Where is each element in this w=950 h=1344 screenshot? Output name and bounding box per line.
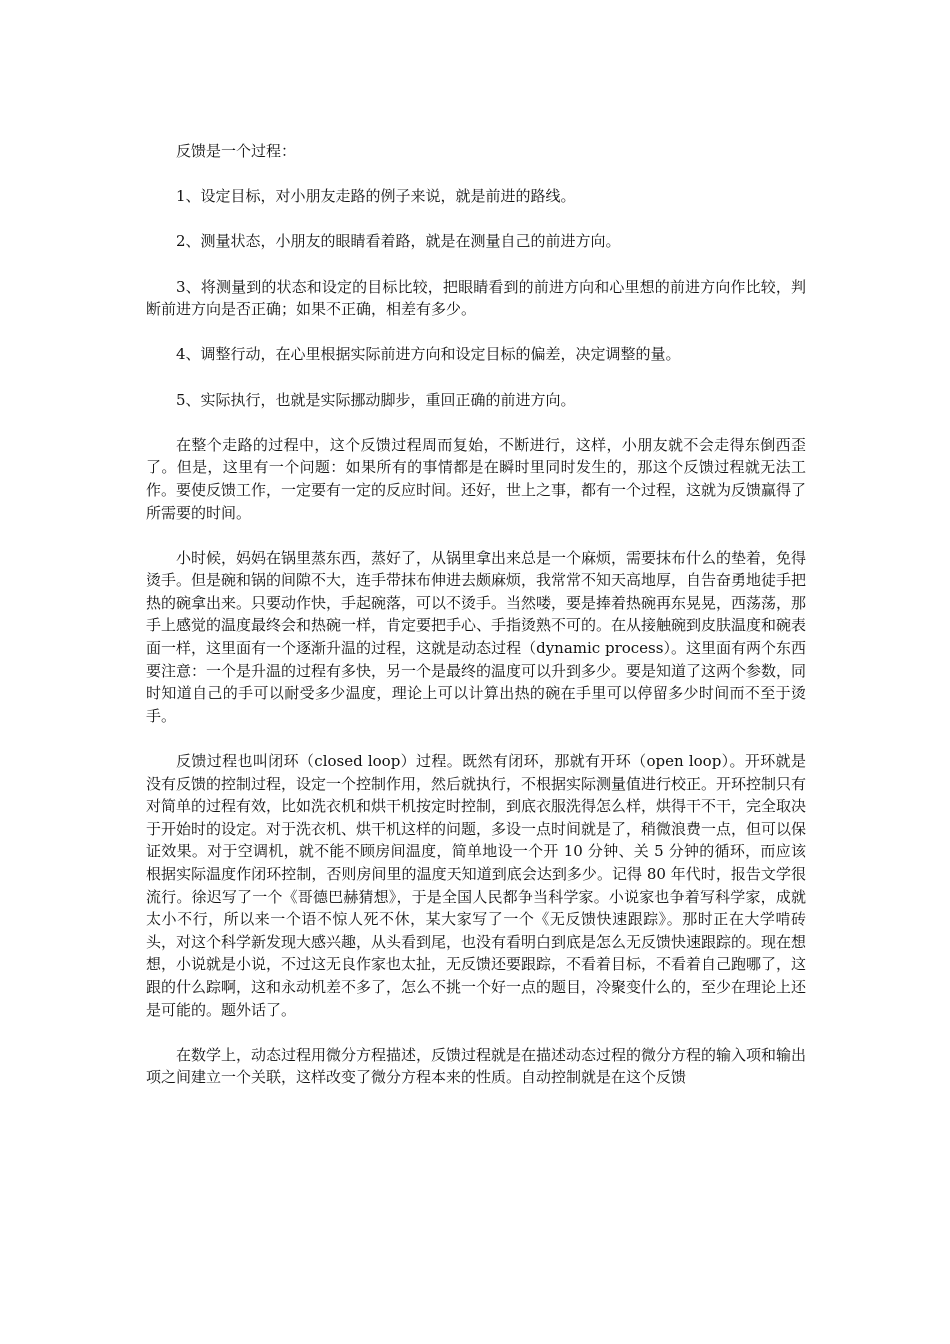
paragraph-closed-loop: 反馈过程也叫闭环（closed loop）过程。既然有闭环，那就有开环（open loop）。开环就是没有反馈的控制过程，设定一个控制作用，然后就执行，不根据实际测量值进行校正。开环控制只有对简单的过程有效，比如洗衣机和烘干机按定时控制，到底衣服洗得怎么样，烘得干不干，完全取决于开始时的设定。对于洗衣机、烘干机这样的问题，多设一点时间就是了，稍微浪费一点，但可以保证效果。对于空调机，就不能不顾房间温度，简单地设一个开 10 分钟、关 5 分钟的循环，而应该根据实际温度作闭环控制，否则房间里的温度天知道到底会达到多少。记得 80 年代时，报告文学很流行。徐迟写了一个《哥德巴赫猜想》，于是全国人民都争当科学家。小说家也争着写科学家，成就太小不行，所以来一个语不惊人死不休，某大家写了一个《无反馈快速跟踪》。那时正在大学啃砖头，对这个科学新发现大感兴趣，从头看到尾，也没有看明白到底是怎么无反馈快速跟踪的。现在想想，小说就是小说，不过这无良作家也太扯，无反馈还要跟踪，不看着目标，不看着自己跑哪了，这跟的什么踪啊，这和永动机差不多了，怎么不挑一个好一点的题目，冷聚变什么的，至少在理论上还是可能的。题外话了。 (146, 752, 807, 1019)
paragraph-step-1: 1、设定目标，对小朋友走路的例子来说，就是前进的路线。 (176, 187, 576, 206)
paragraph-intro: 反馈是一个过程： (176, 142, 297, 160)
paragraph-step-2: 2、测量状态，小朋友的眼睛看着路，就是在测量自己的前进方向。 (176, 232, 621, 251)
paragraph-step-4: 4、调整行动，在心里根据实际前进方向和设定目标的偏差，决定调整的量。 (176, 345, 681, 364)
paragraph-step-3: 3、将测量到的状态和设定的目标比较，把眼睛看到的前进方向和心里想的前进方向作比较，判断前进方向是否正确；如果不正确，相差有多少。 (146, 277, 806, 319)
paragraph-step-5: 5、实际执行，也就是实际挪动脚步，重回正确的前进方向。 (176, 390, 576, 409)
document-page (146, 140, 806, 1089)
paragraph-math: 在数学上，动态过程用微分方程描述，反馈过程就是在描述动态过程的微分方程的输入项和输出项之间建立一个关联，这样改变了微分方程本来的性质。自动控制就是在这个反馈 (146, 1045, 807, 1087)
paragraph-hot-bowl: 小时候，妈妈在锅里蒸东西，蒸好了，从锅里拿出来总是一个麻烦，需要抹布什么的垫着，免得烫手。但是碗和锅的间隙不大，连手带抹布伸进去颇麻烦，我常常不知天高地厚，自告奋勇地徒手把热的碗拿出来。只要动作快，手起碗落，可以不烫手。当然喽，要是捧着热碗再东晃晃，西荡荡，那手上感觉的温度最终会和热碗一样，肯定要把手心、手指烫熟不可的。在从接触碗到皮肤温度和碗表面一样，这里面有一个逐渐升温的过程，这就是动态过程（dynamic process）。这里面有两个东西要注意：一个是升温的过程有多快，另一个是最终的温度可以升到多少。要是知道了这两个参数，同时知道自己的手可以耐受多少温度，理论上可以计算出热的碗在手里可以停留多少时间而不至于烫手。 (146, 548, 807, 725)
paragraph-feedback-cycle: 在整个走路的过程中，这个反馈过程周而复始，不断进行，这样，小朋友就不会走得东倒西歪了。但是，这里有一个问题：如果所有的事情都是在瞬时里同时发生的，那这个反馈过程就无法工作。要使反馈工作，一定要有一定的反应时间。还好，世上之事，都有一个过程，这就为反馈赢得了所需要的时间。 (146, 435, 807, 522)
